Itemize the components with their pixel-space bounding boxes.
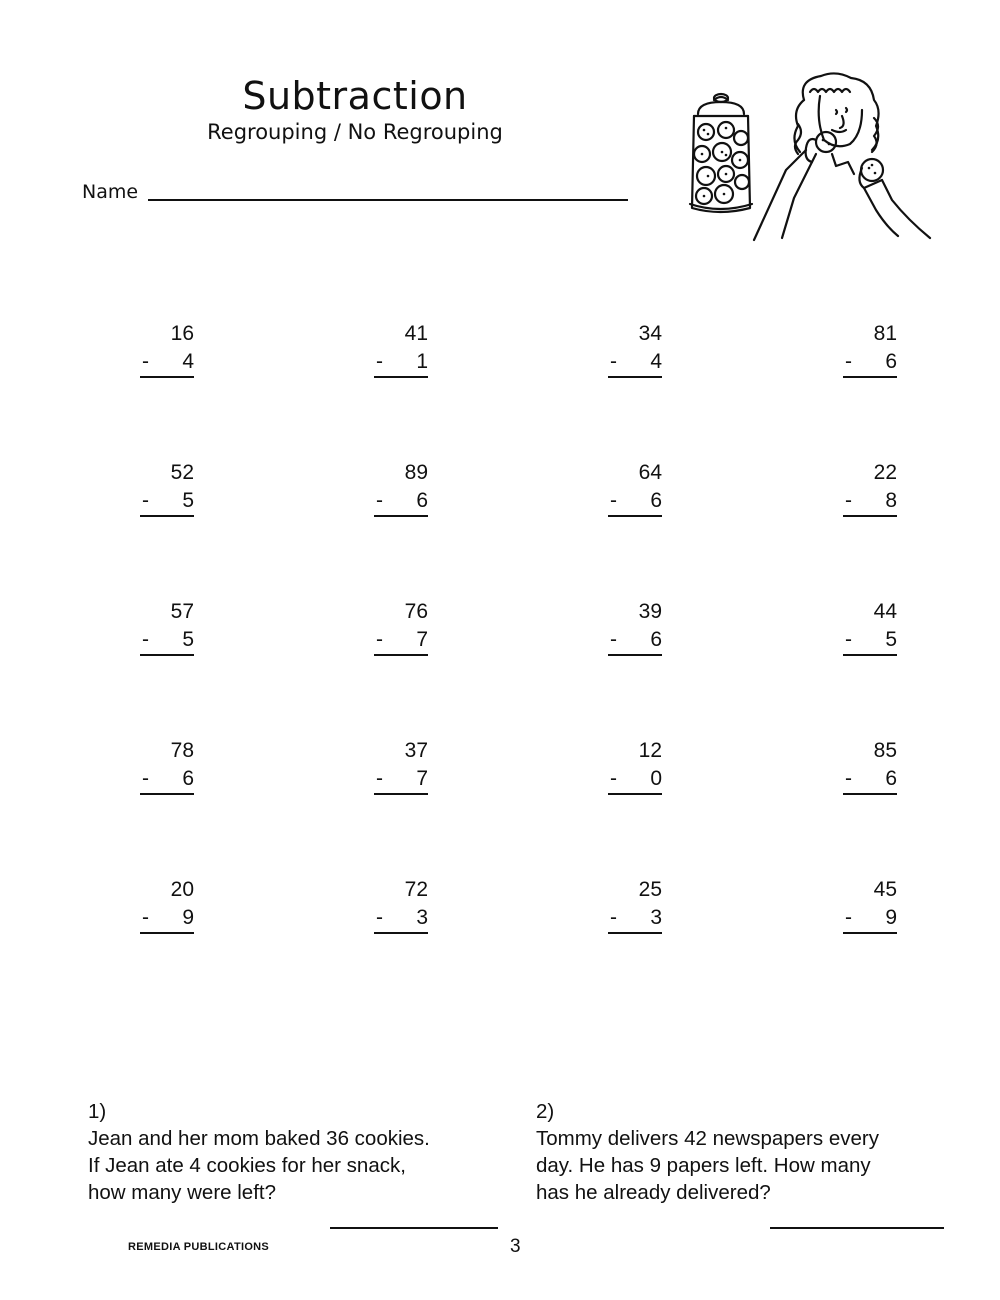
word-problem-line: Jean and her mom baked 36 cookies. [88, 1127, 430, 1150]
subtraction-problem [608, 459, 662, 517]
subtrahend: 3 [416, 906, 428, 929]
minus-sign: - [610, 767, 617, 790]
word-problem-number: 2) [536, 1100, 555, 1123]
subtrahend-row [608, 348, 662, 378]
subtraction-problem [140, 737, 194, 795]
minuend: 64 [638, 461, 662, 484]
word-problem-line: how many were left? [88, 1181, 277, 1204]
subtraction-problem [374, 320, 428, 378]
minuend: 81 [873, 322, 897, 345]
subtraction-problem [140, 598, 194, 656]
page-title: Subtraction [242, 74, 468, 118]
subtraction-problem [843, 598, 897, 656]
subtrahend-row [374, 626, 428, 656]
subtrahend: 0 [650, 767, 662, 790]
minus-sign: - [376, 767, 383, 790]
subtrahend: 1 [416, 350, 428, 373]
page-number: 3 [510, 1236, 521, 1257]
minus-sign: - [142, 489, 149, 512]
subtraction-problem [140, 320, 194, 378]
subtrahend: 5 [885, 628, 897, 651]
subtraction-problem [608, 737, 662, 795]
minus-sign: - [845, 767, 852, 790]
subtrahend-row [374, 348, 428, 378]
subtrahend: 6 [182, 767, 194, 790]
word-problem-number: 1) [88, 1100, 107, 1123]
subtrahend: 4 [650, 350, 662, 373]
minus-sign: - [142, 350, 149, 373]
minuend: 12 [638, 739, 662, 762]
minuend: 41 [404, 322, 428, 345]
subtrahend-row [140, 487, 194, 517]
name-field-line[interactable] [148, 199, 628, 201]
subtrahend: 6 [885, 767, 897, 790]
subtrahend-row [140, 904, 194, 934]
answer-line-1[interactable] [330, 1227, 498, 1229]
subtraction-problem [843, 876, 897, 934]
minuend: 44 [873, 600, 897, 623]
subtraction-problem [843, 320, 897, 378]
subtrahend-row [843, 765, 897, 795]
minuend: 25 [638, 878, 662, 901]
subtrahend: 7 [416, 767, 428, 790]
subtrahend-row [140, 765, 194, 795]
subtrahend: 8 [885, 489, 897, 512]
subtraction-problem [374, 737, 428, 795]
answer-line-2[interactable] [770, 1227, 944, 1229]
minuend: 34 [638, 322, 662, 345]
minuend: 78 [170, 739, 194, 762]
minuend: 72 [404, 878, 428, 901]
minuend: 20 [170, 878, 194, 901]
subtrahend-row [374, 904, 428, 934]
subtraction-problem [374, 598, 428, 656]
subtrahend: 4 [182, 350, 194, 373]
subtrahend: 3 [650, 906, 662, 929]
cookie-jar-icon [690, 94, 752, 212]
page-subtitle: Regrouping / No Regrouping [207, 120, 503, 144]
minus-sign: - [376, 350, 383, 373]
subtrahend-row [608, 904, 662, 934]
word-problem-1 [88, 1098, 508, 1206]
minuend: 45 [873, 878, 897, 901]
minus-sign: - [376, 489, 383, 512]
minus-sign: - [376, 628, 383, 651]
subtraction-problem [843, 737, 897, 795]
minus-sign: - [610, 350, 617, 373]
subtraction-problem [140, 459, 194, 517]
minus-sign: - [610, 489, 617, 512]
minuend: 89 [404, 461, 428, 484]
subtraction-problem [608, 876, 662, 934]
subtrahend-row [374, 487, 428, 517]
minuend: 52 [170, 461, 194, 484]
subtrahend-row [843, 904, 897, 934]
girl-icon [754, 73, 930, 240]
subtraction-problem [374, 459, 428, 517]
subtrahend-row [843, 487, 897, 517]
subtraction-problem [374, 876, 428, 934]
subtraction-problem [608, 320, 662, 378]
subtrahend-row [608, 626, 662, 656]
minuend: 16 [170, 322, 194, 345]
subtrahend-row [608, 765, 662, 795]
minus-sign: - [610, 906, 617, 929]
subtrahend-row [374, 765, 428, 795]
minuend: 22 [873, 461, 897, 484]
minuend: 76 [404, 600, 428, 623]
subtrahend: 6 [650, 489, 662, 512]
minuend: 37 [404, 739, 428, 762]
minus-sign: - [845, 489, 852, 512]
subtrahend: 6 [650, 628, 662, 651]
minuend: 39 [638, 600, 662, 623]
subtrahend-row [140, 626, 194, 656]
publisher-label: REMEDIA PUBLICATIONS [128, 1241, 270, 1253]
word-problem-2 [536, 1098, 966, 1206]
subtrahend: 5 [182, 489, 194, 512]
name-label: Name [82, 181, 139, 203]
subtrahend-row [843, 348, 897, 378]
subtrahend: 5 [182, 628, 194, 651]
subtrahend: 9 [182, 906, 194, 929]
subtraction-problem [140, 876, 194, 934]
minus-sign: - [142, 906, 149, 929]
subtrahend: 6 [416, 489, 428, 512]
subtraction-problem [608, 598, 662, 656]
subtrahend-row [843, 626, 897, 656]
girl-eating-cookies-from-jar-icon [686, 70, 936, 250]
minuend: 57 [170, 600, 194, 623]
word-problem-line: day. He has 9 papers left. How many [536, 1154, 871, 1177]
minus-sign: - [610, 628, 617, 651]
word-problem-line: Tommy delivers 42 newspapers every [536, 1127, 879, 1150]
minus-sign: - [142, 767, 149, 790]
minus-sign: - [376, 906, 383, 929]
word-problem-line: has he already delivered? [536, 1181, 771, 1204]
minuend: 85 [873, 739, 897, 762]
subtrahend-row [608, 487, 662, 517]
minus-sign: - [142, 628, 149, 651]
subtraction-problem [843, 459, 897, 517]
subtrahend: 9 [885, 906, 897, 929]
subtrahend-row [140, 348, 194, 378]
word-problem-line: If Jean ate 4 cookies for her snack, [88, 1154, 406, 1177]
subtrahend: 7 [416, 628, 428, 651]
minus-sign: - [845, 906, 852, 929]
minus-sign: - [845, 628, 852, 651]
minus-sign: - [845, 350, 852, 373]
subtrahend: 6 [885, 350, 897, 373]
